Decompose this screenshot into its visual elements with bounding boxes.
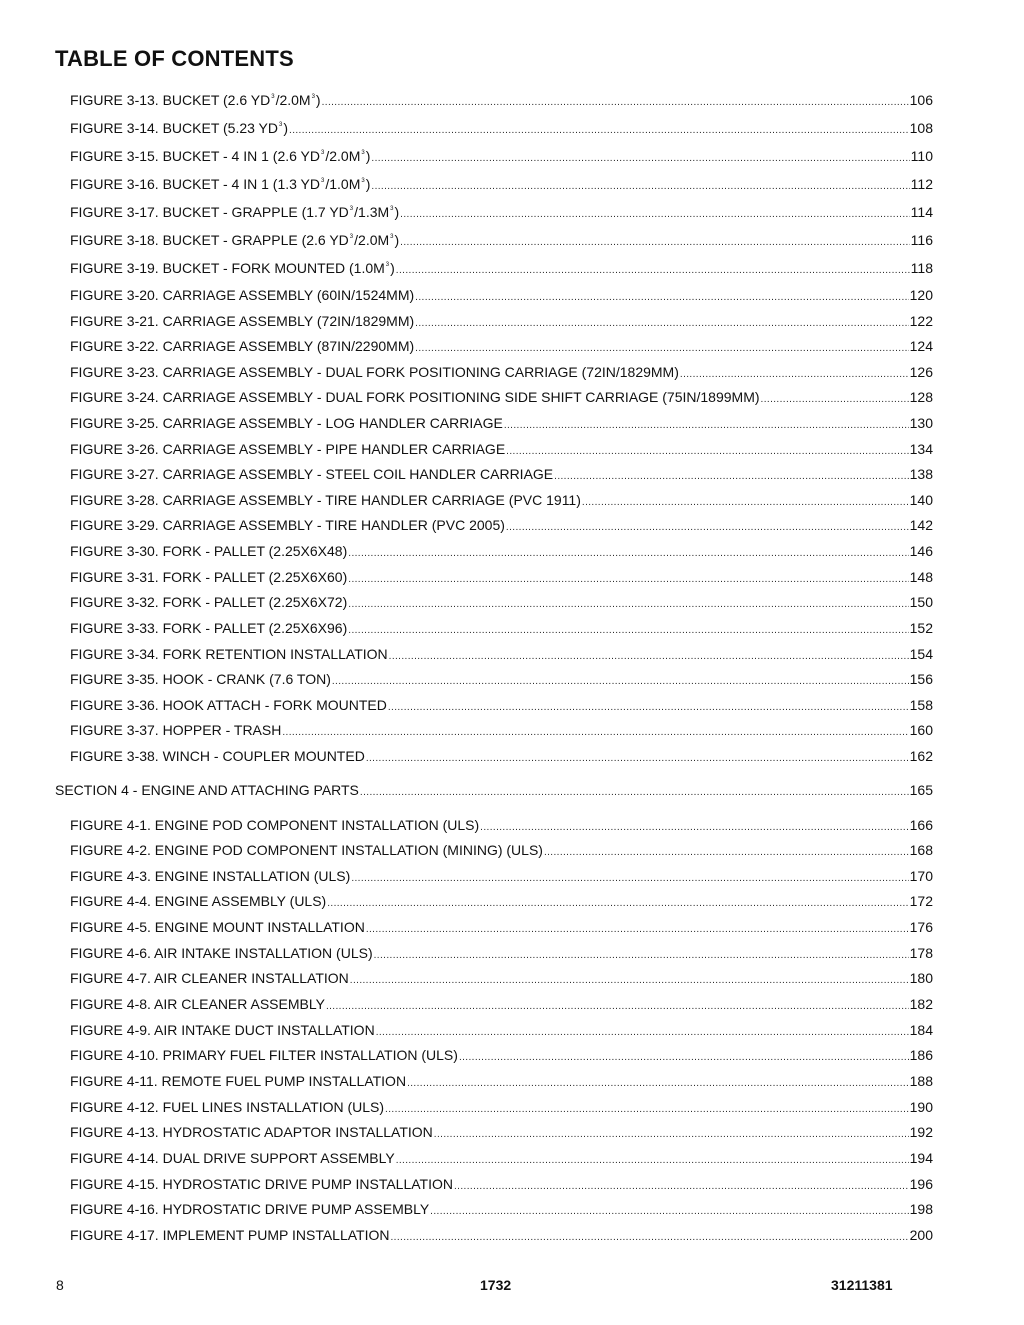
toc-entry-label: FIGURE 3-35. HOOK - CRANK (7.6 TON) xyxy=(70,671,331,687)
dot-leader xyxy=(761,394,909,405)
toc-entry[interactable] xyxy=(70,697,933,715)
toc-entry[interactable] xyxy=(70,817,933,835)
dot-leader xyxy=(454,1181,909,1192)
dot-leader xyxy=(332,676,909,687)
toc-page-number: 168 xyxy=(909,842,933,858)
toc-page-number: 110 xyxy=(910,148,933,164)
toc-page-number: 118 xyxy=(910,260,933,276)
toc-entry-label: FIGURE 4-14. DUAL DRIVE SUPPORT ASSEMBLY xyxy=(70,1150,395,1166)
toc-entry[interactable] xyxy=(70,543,933,561)
toc-entry[interactable] xyxy=(70,1099,933,1117)
toc-page-number: 122 xyxy=(909,313,933,329)
dot-leader xyxy=(350,975,909,986)
toc-page-number: 134 xyxy=(909,441,933,457)
toc-page-number: 154 xyxy=(909,646,933,662)
toc-page-number: 126 xyxy=(909,364,933,380)
toc-page-number: 156 xyxy=(909,671,933,687)
toc-entry[interactable] xyxy=(70,945,933,963)
toc-entry-label: FIGURE 4-17. IMPLEMENT PUMP INSTALLATION xyxy=(70,1227,390,1243)
footer-doc-number: 31211381 xyxy=(831,1277,893,1293)
toc-entry-label: FIGURE 3-28. CARRIAGE ASSEMBLY - TIRE HANDLER CARRIAGE (PVC 1911) xyxy=(70,492,581,508)
toc-entry[interactable] xyxy=(70,646,933,664)
toc-page-number: 114 xyxy=(910,204,933,220)
toc-page-number: 165 xyxy=(909,782,933,798)
toc-entry-label: FIGURE 3-29. CARRIAGE ASSEMBLY - TIRE HANDLER (PVC 2005) xyxy=(70,517,505,533)
toc-page-number: 182 xyxy=(909,996,933,1012)
toc-page-number: 194 xyxy=(909,1150,933,1166)
toc-entry[interactable] xyxy=(70,1047,933,1065)
toc-entry-label: FIGURE 3-26. CARRIAGE ASSEMBLY - PIPE HANDLER CARRIAGE xyxy=(70,441,506,457)
dot-leader xyxy=(289,125,909,136)
dot-leader xyxy=(366,753,909,764)
dot-leader xyxy=(282,727,908,738)
footer-model: 1732 xyxy=(480,1277,512,1293)
dot-leader xyxy=(376,1027,909,1038)
toc-entry-label: FIGURE 3-13. BUCKET (2.6 $YD^3/2.0M^3$) xyxy=(70,92,321,108)
toc-entry-label: FIGURE 3-27. CARRIAGE ASSEMBLY - STEEL COIL HANDLER CARRIAGE xyxy=(70,466,554,482)
toc-entry-label: FIGURE 4-8. AIR CLEANER ASSEMBLY xyxy=(70,996,325,1012)
toc-entry[interactable] xyxy=(70,1073,933,1091)
toc-entry[interactable] xyxy=(70,842,933,860)
dot-leader xyxy=(389,651,909,662)
dot-leader xyxy=(506,446,908,457)
toc-entry-label: FIGURE 4-4. ENGINE ASSEMBLY (ULS) xyxy=(70,893,327,909)
toc-entry[interactable] xyxy=(70,517,933,535)
toc-entry[interactable] xyxy=(70,120,933,138)
toc-entry[interactable] xyxy=(70,996,933,1014)
toc-entry-label: FIGURE 4-3. ENGINE INSTALLATION (ULS) xyxy=(70,868,351,884)
toc-page-number: 162 xyxy=(909,748,933,764)
dot-leader xyxy=(400,237,910,248)
toc-section-label: SECTION 4 - ENGINE AND ATTACHING PARTS xyxy=(55,782,359,798)
dot-leader xyxy=(680,369,909,380)
toc-entry-label: FIGURE 4-6. AIR INTAKE INSTALLATION (ULS) xyxy=(70,945,373,961)
toc-page-number: 152 xyxy=(909,620,933,636)
toc-entry[interactable] xyxy=(70,389,933,407)
toc-entry[interactable] xyxy=(70,594,933,612)
toc-entry[interactable] xyxy=(70,441,933,459)
toc-entry[interactable] xyxy=(70,868,933,886)
toc-page-number: 198 xyxy=(909,1201,933,1217)
toc-entry-label: FIGURE 3-23. CARRIAGE ASSEMBLY - DUAL FORK POSITIONING CARRIAGE (72IN/1829MM) xyxy=(70,364,679,380)
toc-entry-label: FIGURE 3-34. FORK RETENTION INSTALLATION xyxy=(70,646,388,662)
toc-entry[interactable] xyxy=(70,1022,933,1040)
toc-page-number: 178 xyxy=(909,945,933,961)
dot-leader xyxy=(415,318,908,329)
toc-entry-label: FIGURE 3-19. BUCKET - FORK MOUNTED $(1.0M^3)$ xyxy=(70,260,395,276)
toc-entry-label: FIGURE 3-32. FORK - PALLET (2.25X6X72) xyxy=(70,594,348,610)
toc-entry-label: FIGURE 3-14. BUCKET (5.23 $YD^3$) xyxy=(70,120,289,136)
toc-entry-label: FIGURE 3-21. CARRIAGE ASSEMBLY (72IN/1829MM) xyxy=(70,313,415,329)
dot-leader xyxy=(544,847,909,858)
dot-leader xyxy=(348,625,908,636)
dot-leader xyxy=(504,420,909,431)
toc-page-number: 146 xyxy=(909,543,933,559)
toc-entry[interactable] xyxy=(70,466,933,484)
toc-entry[interactable] xyxy=(70,722,933,740)
toc-page-number: 160 xyxy=(909,722,933,738)
toc-page-number: 148 xyxy=(909,569,933,585)
toc-entry[interactable] xyxy=(70,620,933,638)
toc-entry-label: FIGURE 3-16. BUCKET - 4 IN 1 (1.3 $YD^3/1.0M^3$) xyxy=(70,176,371,192)
toc-entry-label: FIGURE 4-1. ENGINE POD COMPONENT INSTALLATION (ULS) xyxy=(70,817,480,833)
dot-leader xyxy=(322,97,909,108)
toc-entry[interactable] xyxy=(70,364,933,382)
toc-entry[interactable] xyxy=(70,148,933,166)
toc-page-number: 186 xyxy=(909,1047,933,1063)
dot-leader xyxy=(348,599,908,610)
toc-page-number: 170 xyxy=(909,868,933,884)
toc-entry-label: FIGURE 3-15. BUCKET - 4 IN 1 (2.6 $YD^3/2.0M^3$) xyxy=(70,148,371,164)
dot-leader xyxy=(348,548,908,559)
toc-entry-label: FIGURE 3-17. BUCKET - GRAPPLE (1.7 $YD^3/1.3M^3$) xyxy=(70,204,400,220)
toc-entry[interactable] xyxy=(70,313,933,331)
toc-entry[interactable] xyxy=(70,919,933,937)
toc-page-number: 142 xyxy=(909,517,933,533)
dot-leader xyxy=(371,153,909,164)
dot-leader xyxy=(351,873,908,884)
toc-entry-label: FIGURE 3-38. WINCH - COUPLER MOUNTED xyxy=(70,748,365,764)
dot-leader xyxy=(407,1078,909,1089)
toc-entry-label: FIGURE 3-37. HOPPER - TRASH xyxy=(70,722,282,738)
toc-section-entry[interactable] xyxy=(55,782,933,800)
toc-page-number: 196 xyxy=(909,1176,933,1192)
dot-leader xyxy=(388,702,909,713)
toc-page-number: 140 xyxy=(909,492,933,508)
toc-entry[interactable] xyxy=(70,1150,933,1168)
toc-entry-label: FIGURE 4-12. FUEL LINES INSTALLATION (ULS) xyxy=(70,1099,385,1115)
toc-entry[interactable] xyxy=(70,176,933,194)
toc-entry-label: FIGURE 4-7. AIR CLEANER INSTALLATION xyxy=(70,970,349,986)
toc-page-number: 176 xyxy=(909,919,933,935)
toc-entry-label: FIGURE 4-11. REMOTE FUEL PUMP INSTALLATION xyxy=(70,1073,407,1089)
toc-entry[interactable] xyxy=(70,748,933,766)
toc-entry-label: FIGURE 3-18. BUCKET - GRAPPLE (2.6 $YD^3/2.0M^3$) xyxy=(70,232,400,248)
dot-leader xyxy=(434,1129,909,1140)
toc-entry[interactable] xyxy=(70,260,933,278)
toc-entry-label: FIGURE 4-16. HYDROSTATIC DRIVE PUMP ASSEMBLY xyxy=(70,1201,430,1217)
toc-page-number: 106 xyxy=(909,92,933,108)
toc-entry-label: FIGURE 4-9. AIR INTAKE DUCT INSTALLATION xyxy=(70,1022,375,1038)
toc-page-number: 150 xyxy=(909,594,933,610)
toc-page-number: 180 xyxy=(909,970,933,986)
dot-leader xyxy=(396,1155,909,1166)
dot-leader xyxy=(554,471,909,482)
dot-leader xyxy=(415,343,908,354)
toc-entry[interactable] xyxy=(70,287,933,305)
dot-leader xyxy=(430,1206,908,1217)
toc-entry[interactable] xyxy=(70,92,933,110)
toc-page-number: 130 xyxy=(909,415,933,431)
dot-leader xyxy=(371,181,909,192)
dot-leader xyxy=(582,497,909,508)
toc-page-number: 190 xyxy=(909,1099,933,1115)
toc-entry-label: FIGURE 3-24. CARRIAGE ASSEMBLY - DUAL FORK POSITIONING SIDE SHIFT CARRIAGE (75IN/1899MM) xyxy=(70,389,760,405)
toc-entry[interactable] xyxy=(70,1176,933,1194)
toc-page-number: 188 xyxy=(909,1073,933,1089)
toc-entry[interactable] xyxy=(70,1227,933,1245)
dot-leader xyxy=(415,292,908,303)
toc-entry-label: FIGURE 4-13. HYDROSTATIC ADAPTOR INSTALLATION xyxy=(70,1124,433,1140)
dot-leader xyxy=(374,950,909,961)
toc-entry-label: FIGURE 3-25. CARRIAGE ASSEMBLY - LOG HANDLER CARRIAGE xyxy=(70,415,503,431)
toc-page-number: 108 xyxy=(909,120,933,136)
toc-entry[interactable] xyxy=(70,569,933,587)
toc-page-number: 138 xyxy=(909,466,933,482)
toc-page-number: 124 xyxy=(909,338,933,354)
toc-page-number: 172 xyxy=(909,893,933,909)
dot-leader xyxy=(348,574,908,585)
toc-entry-label: FIGURE 3-20. CARRIAGE ASSEMBLY (60IN/1524MM) xyxy=(70,287,415,303)
dot-leader xyxy=(327,898,908,909)
dot-leader xyxy=(326,1001,909,1012)
toc-entry-label: FIGURE 4-10. PRIMARY FUEL FILTER INSTALLATION (ULS) xyxy=(70,1047,458,1063)
toc-entry[interactable] xyxy=(70,1124,933,1142)
toc-page-number: 192 xyxy=(909,1124,933,1140)
toc-entry-label: FIGURE 3-36. HOOK ATTACH - FORK MOUNTED xyxy=(70,697,387,713)
toc-page-number: 112 xyxy=(910,176,933,192)
toc-entry[interactable] xyxy=(70,1201,933,1219)
dot-leader xyxy=(360,787,909,798)
toc-entry[interactable] xyxy=(70,492,933,510)
dot-leader xyxy=(385,1104,909,1115)
toc-entry[interactable] xyxy=(70,232,933,250)
toc-entry-label: FIGURE 3-31. FORK - PALLET (2.25X6X60) xyxy=(70,569,348,585)
toc-entry[interactable] xyxy=(70,415,933,433)
toc-entry-label: FIGURE 4-2. ENGINE POD COMPONENT INSTALLATION (MINING) (ULS) xyxy=(70,842,543,858)
toc-entry-label: FIGURE 3-22. CARRIAGE ASSEMBLY (87IN/2290MM) xyxy=(70,338,415,354)
toc-page-number: 200 xyxy=(909,1227,933,1243)
dot-leader xyxy=(459,1052,909,1063)
toc-entry[interactable] xyxy=(70,338,933,356)
toc-entry[interactable] xyxy=(70,893,933,911)
toc-entry-label: FIGURE 3-30. FORK - PALLET (2.25X6X48) xyxy=(70,543,348,559)
toc-page-number: 158 xyxy=(909,697,933,713)
toc-entry[interactable] xyxy=(70,970,933,988)
toc-entry-label: FIGURE 4-5. ENGINE MOUNT INSTALLATION xyxy=(70,919,365,935)
dot-leader xyxy=(390,1232,908,1243)
toc-entry[interactable] xyxy=(70,204,933,222)
toc-page-number: 166 xyxy=(909,817,933,833)
footer-page-number: 8 xyxy=(56,1277,64,1293)
toc-entry-label: FIGURE 4-15. HYDROSTATIC DRIVE PUMP INSTALLATION xyxy=(70,1176,453,1192)
dot-leader xyxy=(366,924,909,935)
toc-entry[interactable] xyxy=(70,671,933,689)
page-title: TABLE OF CONTENTS xyxy=(55,46,294,71)
dot-leader xyxy=(506,522,909,533)
dot-leader xyxy=(480,822,908,833)
toc-page-number: 120 xyxy=(909,287,933,303)
toc-page-number: 116 xyxy=(910,232,933,248)
dot-leader xyxy=(400,209,910,220)
toc-entry-label: FIGURE 3-33. FORK - PALLET (2.25X6X96) xyxy=(70,620,348,636)
toc-page-number: 184 xyxy=(909,1022,933,1038)
dot-leader xyxy=(396,265,910,276)
toc-page-number: 128 xyxy=(909,389,933,405)
